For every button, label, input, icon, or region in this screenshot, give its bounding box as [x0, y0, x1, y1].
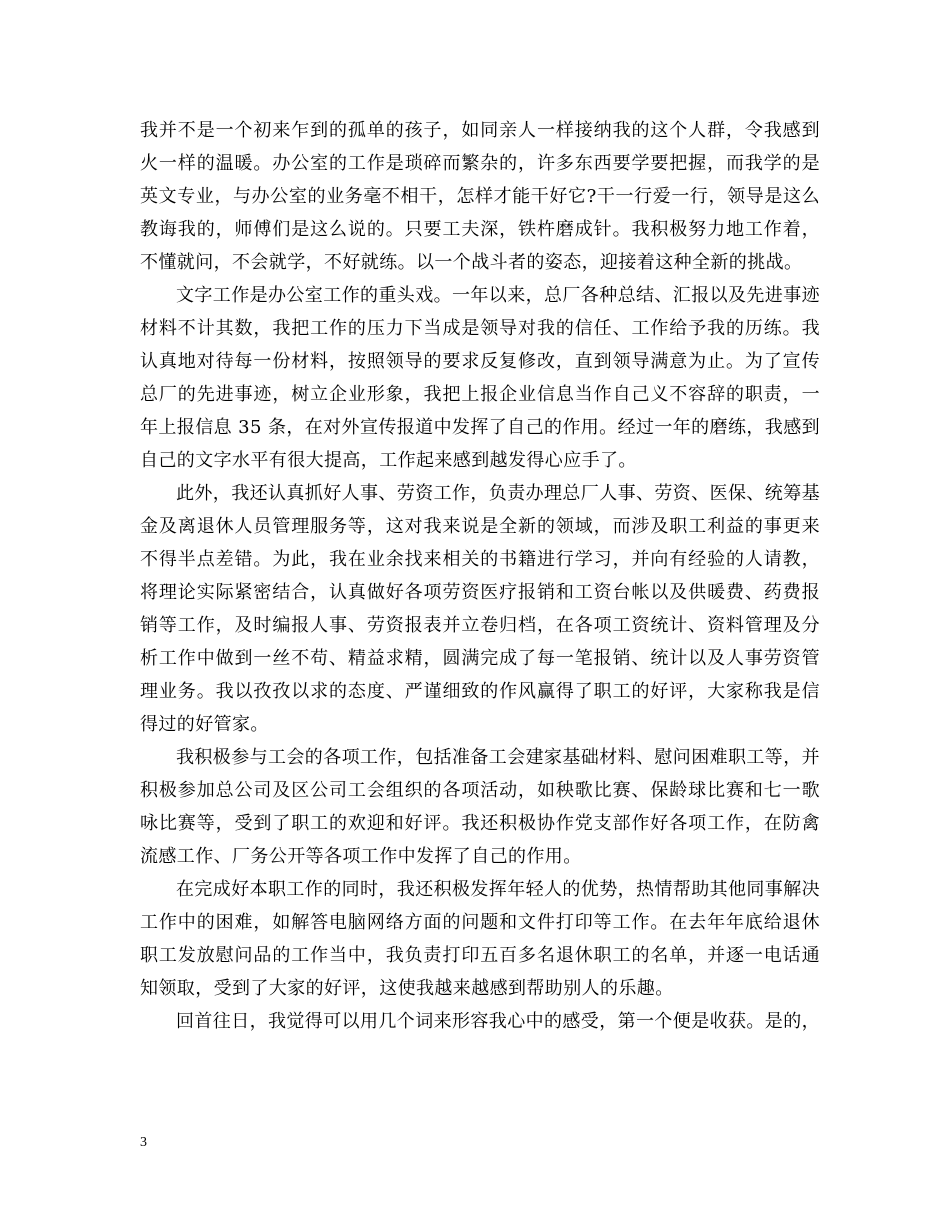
paragraph-5: 在完成好本职工作的同时，我还积极发挥年轻人的优势，热情帮助其他同事解决工作中的困难，如解答电脑网络方面的问题和文件打印等工作。在去年年底给退休职工发放慰问品的工作当中，我负责打印五百多名退休职工的名单，并逐一电话通知领取，受到了大家的好评，这使我越来越感到帮助别人的乐趣。 [140, 879, 820, 999]
paragraph-4: 我积极参与工会的各项工作，包括准备工会建家基础材料、慰问困难职工等，并积极参加总公司及区公司工会组织的各项活动，如秧歌比赛、保龄球比赛和七一歌咏比赛等，受到了职工的欢迎和好评。我还积极协作党支部作好各项工作，在防禽流感工作、厂务公开等各项工作中发挥了自己的作用。 [140, 747, 820, 867]
document-body [140, 114, 820, 1038]
paragraph-6: 回首往日，我觉得可以用几个词来形容我心中的感受，第一个便是收获。是的， [176, 1011, 820, 1032]
paragraph-2: 文字工作是办公室工作的重头戏。一年以来，总厂各种总结、汇报以及先进事迹材料不计其数，我把工作的压力下当成是领导对我的信任、工作给予我的历练。我认真地对待每一份材料，按照领导的要求反复修改，直到领导满意为止。为了宣传总厂的先进事迹，树立企业形象，我把上报企业信息当作自己义不容辞的职责，一年上报信息 35 条，在对外宣传报道中发挥了自己的作用。经过一年的磨练，我感到自己的文字水平有很大提高，工作起来感到越发得心应手了。 [140, 285, 820, 471]
page-number: 3 [140, 1135, 147, 1150]
paragraph-3: 此外，我还认真抓好人事、劳资工作，负责办理总厂人事、劳资、医保、统筹基金及离退休人员管理服务等，这对我来说是全新的领域，而涉及职工利益的事更来不得半点差错。为此，我在业余找来相关的书籍进行学习，并向有经验的人请教，将理论实际紧密结合，认真做好各项劳资医疗报销和工资台帐以及供暖费、药费报销等工作，及时编报人事、劳资报表并立卷归档，在各项工资统计、资料管理及分析工作中做到一丝不苟、精益求精，圆满完成了每一笔报销、统计以及人事劳资管理业务。我以孜孜以求的态度、严谨细致的作风赢得了职工的好评，大家称我是信得过的好管家。 [140, 483, 820, 735]
paragraph-1: 我并不是一个初来乍到的孤单的孩子，如同亲人一样接纳我的这个人群，令我感到火一样的温暖。办公室的工作是琐碎而繁杂的，许多东西要学要把握，而我学的是英文专业，与办公室的业务毫不相干，怎样才能干好它?干一行爱一行，领导是这么教诲我的，师傅们是这么说的。只要工夫深，铁杵磨成针。我积极努力地工作着，不懂就问，不会就学，不好就练。以一个战斗者的姿态，迎接着这种全新的挑战。 [140, 120, 820, 273]
